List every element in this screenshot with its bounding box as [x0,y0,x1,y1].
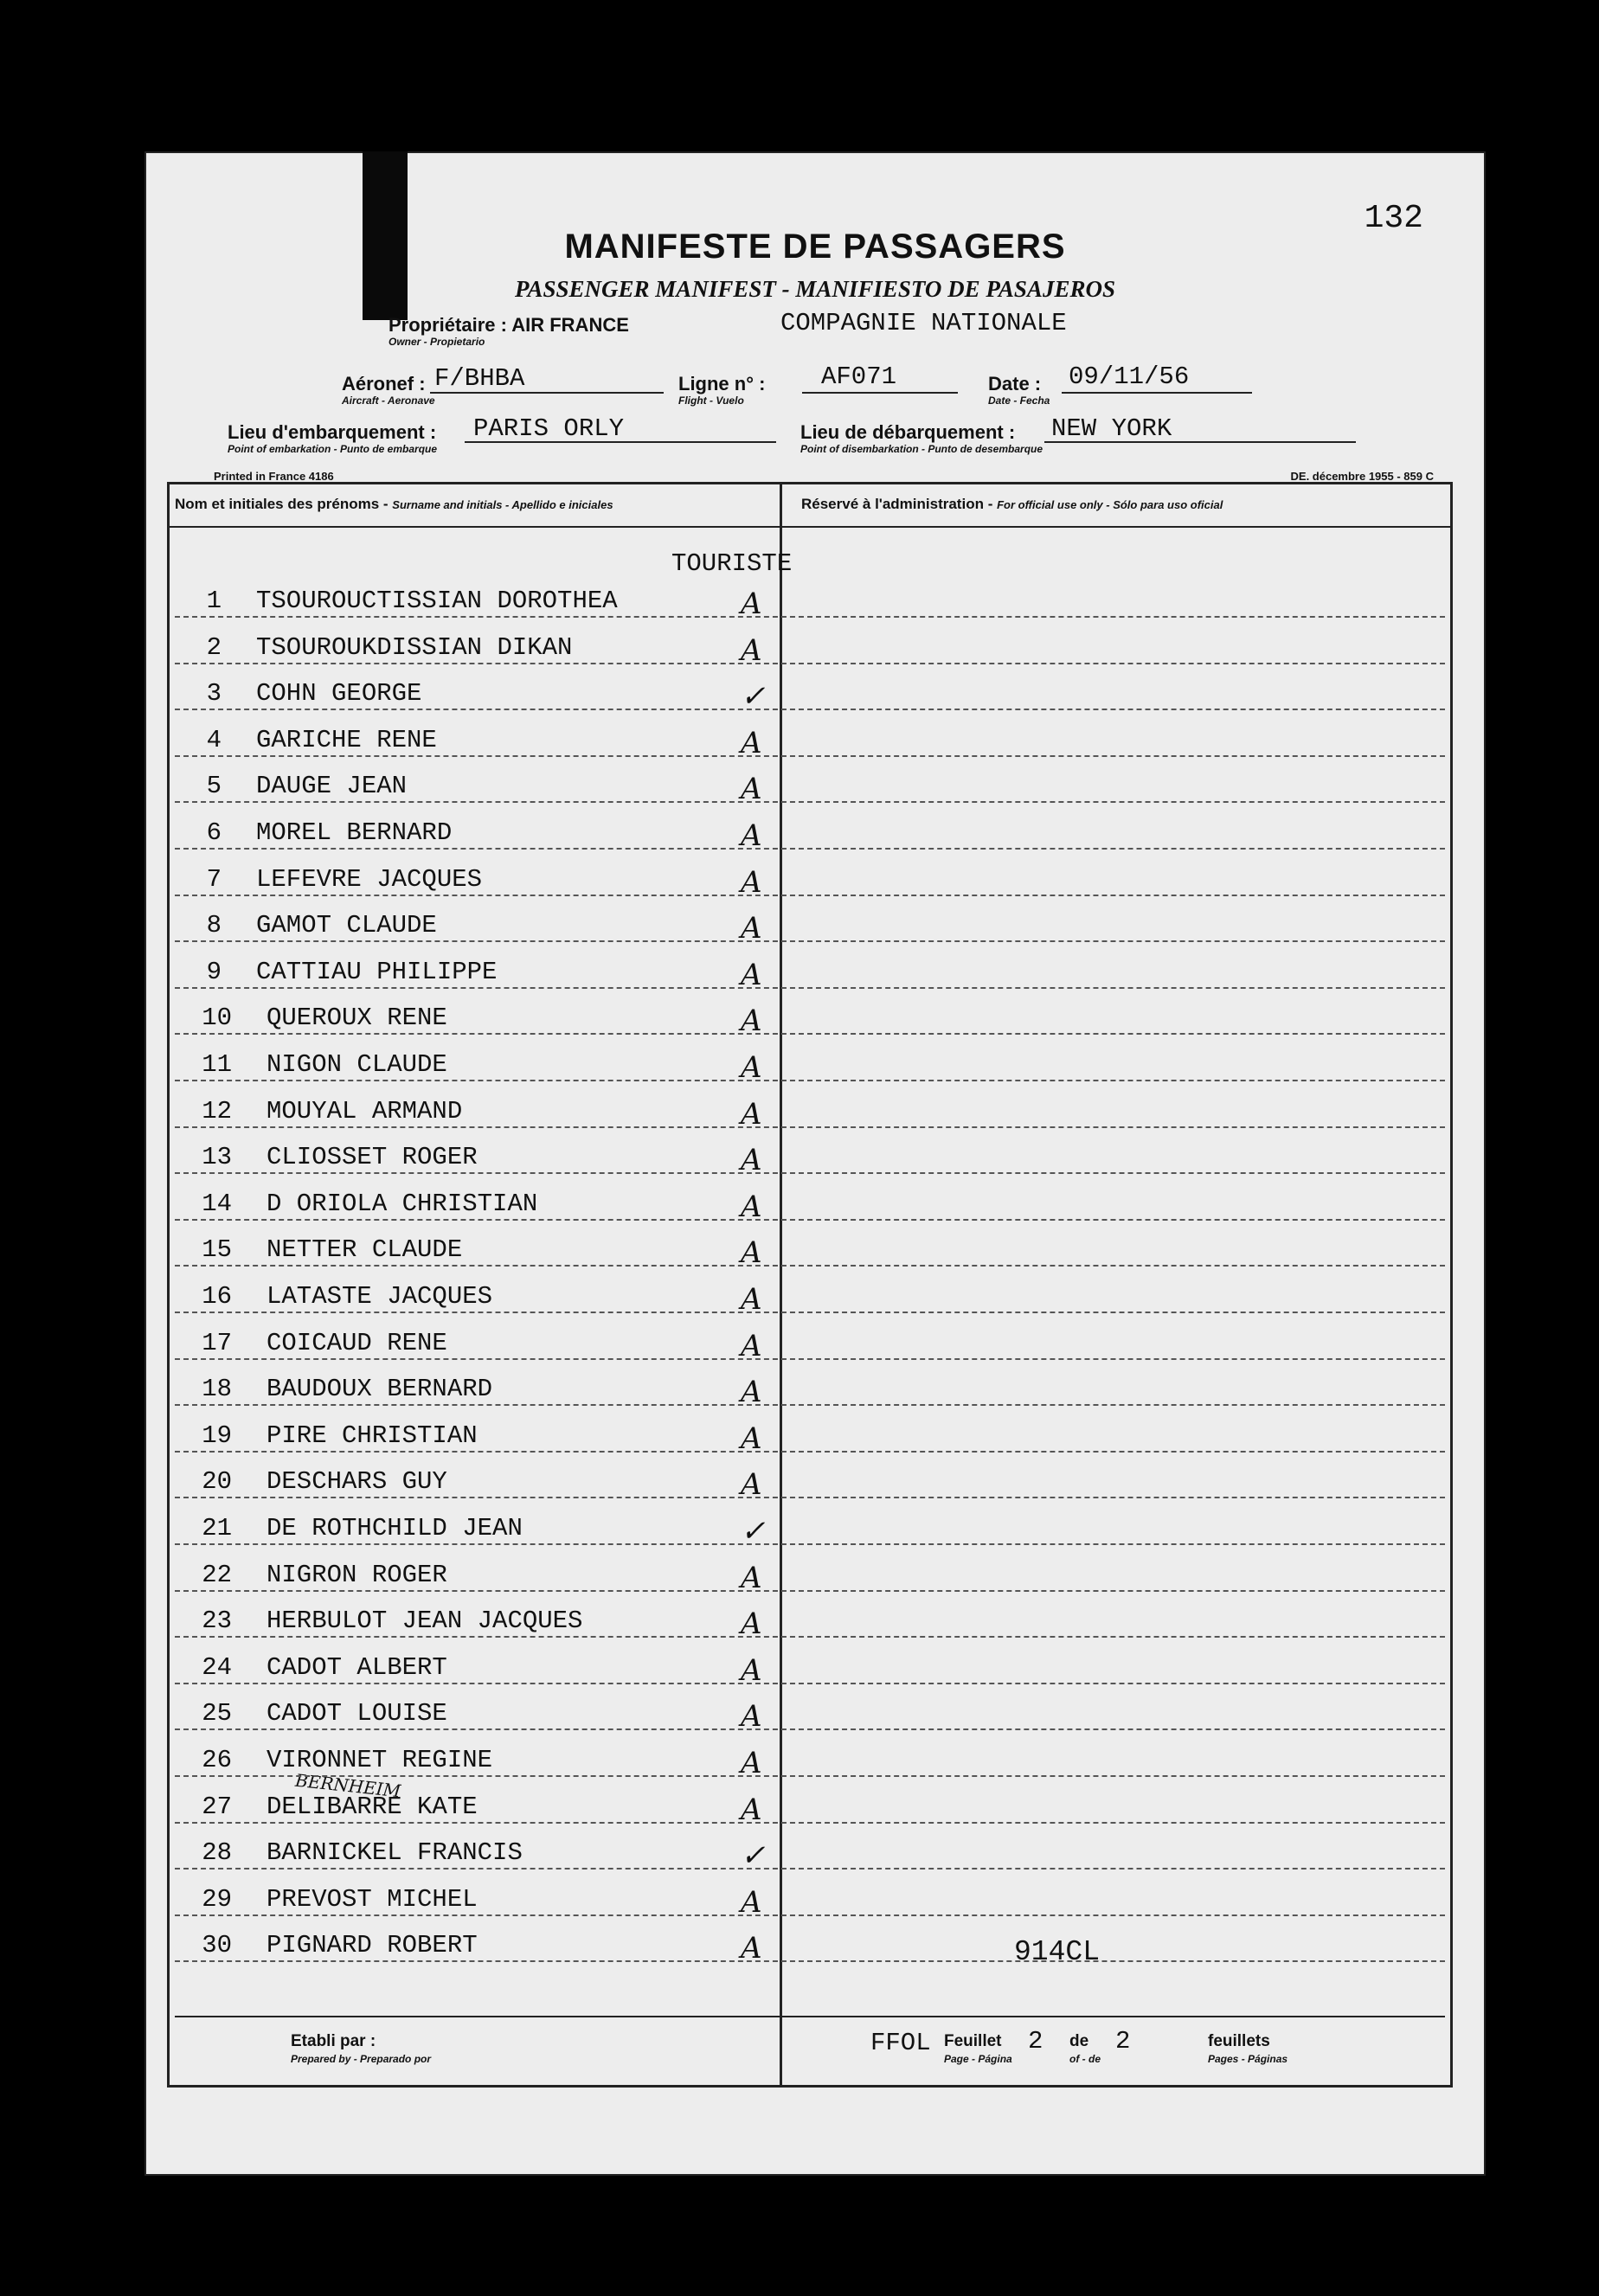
table-row [170,1097,775,1132]
row-number: 11 [202,1050,232,1079]
row-number: 17 [202,1329,232,1357]
sheet-total: 2 [1115,2027,1131,2055]
row-rule [175,1914,1445,1916]
row-number: 16 [202,1282,232,1311]
table-header [170,484,1450,528]
sheet-label: Feuillet [944,2032,1002,2050]
row-number: 9 [206,958,222,986]
passenger-name: MOREL BERNARD [256,818,453,847]
passenger-name: NIGRON ROGER [266,1561,447,1589]
pages-label: feuillets [1208,2032,1270,2050]
disembark-underline [1044,441,1356,443]
passenger-name: NIGON CLAUDE [266,1050,447,1079]
passenger-name: GAMOT CLAUDE [256,911,437,940]
passenger-name: CADOT LOUISE [266,1699,447,1728]
admin-mark: ✓ [741,1838,766,1873]
aircraft-label: Aéronef : [342,373,426,394]
col-admin-header: Réservé à l'administration - For official use only - Sólo para uso oficial [801,496,1223,512]
table-row [170,1282,775,1317]
admin-mark: ✓ [741,679,766,714]
printed-note: Printed in France 4186 [214,470,334,483]
reference-stamp: 914CL [1014,1936,1101,1968]
row-rule [175,1126,1445,1128]
row-rule [175,1172,1445,1174]
table-row [170,1607,775,1641]
sheet-sub: Page - Página [944,2053,1012,2065]
passenger-name: MOUYAL ARMAND [266,1097,463,1126]
admin-mark: A [741,1931,762,1966]
agent-code: FFOL [870,2029,931,2057]
admin-mark: A [741,1282,762,1317]
flight-value: AF071 [821,362,897,391]
table-row [170,1746,775,1780]
row-rule [175,1358,1445,1360]
row-rule [175,1728,1445,1730]
admin-mark: A [741,1143,762,1177]
passenger-name: CLIOSSET ROGER [266,1143,478,1171]
admin-mark: A [741,1190,762,1224]
date-value: 09/11/56 [1069,362,1190,391]
passenger-name: CADOT ALBERT [266,1653,447,1682]
admin-mark: A [741,1467,762,1502]
table-row [170,633,775,668]
table-row [170,1699,775,1734]
row-number: 29 [202,1885,232,1914]
passenger-name: DAUGE JEAN [256,772,408,800]
owner-sub: Owner - Propietario [389,336,485,348]
passenger-name: PREVOST MICHEL [266,1885,478,1914]
row-rule [175,1683,1445,1684]
row-rule [175,616,1445,618]
row-number: 25 [202,1699,232,1728]
row-number: 26 [202,1746,232,1774]
row-rule [175,1265,1445,1267]
disembark-value: NEW YORK [1051,414,1172,443]
pages-sub: Pages - Páginas [1208,2053,1288,2065]
passenger-name: NETTER CLAUDE [266,1235,463,1264]
table-row [170,1190,775,1224]
table-row [170,679,775,714]
row-number: 27 [202,1793,232,1821]
table-row [170,1793,775,1827]
passenger-name: PIGNARD ROBERT [266,1931,478,1959]
table-row [170,818,775,853]
prepared-sub: Prepared by - Preparado por [291,2053,432,2065]
col-name-header: Nom et initiales des prénoms - Surname and initials - Apellido e iniciales [175,496,613,512]
passenger-name: GARICHE RENE [256,726,437,754]
passenger-name: QUEROUX RENE [266,1004,447,1032]
aircraft-value: F/BHBA [434,364,525,393]
passenger-name: TSOUROUCTISSIAN DOROTHEA [256,587,618,615]
admin-mark: A [741,1561,762,1595]
passenger-name: HERBULOT JEAN JACQUES [266,1607,583,1635]
row-number: 6 [206,818,222,847]
passenger-name: BARNICKEL FRANCIS [266,1838,523,1867]
table-row [170,1653,775,1688]
row-number: 15 [202,1235,232,1264]
admin-mark: A [741,911,762,946]
row-rule [175,1033,1445,1035]
row-rule [175,895,1445,896]
form-code: DE. décembre 1955 - 859 C [1290,470,1434,483]
table-row [170,1514,775,1549]
passenger-name: VIRONNET REGINE [266,1746,493,1774]
row-number: 30 [202,1931,232,1959]
admin-mark: A [741,1097,762,1132]
row-rule [175,663,1445,664]
manifest-sheet [144,151,1486,2176]
passenger-name: DE ROTHCHILD JEAN [266,1514,523,1542]
admin-mark: A [741,1699,762,1734]
admin-mark: A [741,1607,762,1641]
row-rule [175,1219,1445,1221]
admin-mark: A [741,818,762,853]
row-number: 12 [202,1097,232,1126]
row-rule [175,848,1445,850]
section-label: TOURISTE [671,549,793,578]
page-subtitle: PASSENGER MANIFEST - MANIFIESTO DE PASAJEROS [515,276,1115,302]
table-row [170,1885,775,1920]
admin-mark: A [741,633,762,668]
passenger-name: LATASTE JACQUES [266,1282,493,1311]
admin-mark: A [741,1653,762,1688]
row-rule [175,1451,1445,1453]
row-number: 7 [206,865,222,894]
admin-mark: ✓ [741,1514,766,1549]
date-sub: Date - Fecha [988,394,1050,407]
table-row [170,726,775,760]
row-number: 23 [202,1607,232,1635]
row-rule [175,755,1445,757]
admin-mark: A [741,1885,762,1920]
sheet-number: 2 [1028,2027,1044,2055]
row-rule [175,709,1445,710]
admin-mark: A [741,1329,762,1363]
table-row [170,1235,775,1270]
table-row [170,958,775,992]
row-number: 18 [202,1375,232,1403]
row-rule [175,1312,1445,1313]
passenger-name: DESCHARS GUY [266,1467,447,1496]
row-rule [175,801,1445,803]
row-number: 20 [202,1467,232,1496]
table-row [170,772,775,806]
row-number: 5 [206,772,222,800]
embark-sub: Point of embarkation - Punto de embarque [228,443,438,455]
table-row [170,1375,775,1409]
row-rule [175,1543,1445,1545]
embark-label: Lieu d'embarquement : [228,421,437,443]
table-row [170,911,775,946]
flight-label: Ligne n° : [678,373,766,394]
row-number: 13 [202,1143,232,1171]
passenger-name: COHN GEORGE [256,679,422,708]
passenger-table [167,482,1453,2088]
table-row [170,1467,775,1502]
row-number: 10 [202,1004,232,1032]
row-rule [175,1497,1445,1498]
date-label: Date : [988,373,1042,394]
aircraft-underline [430,392,664,394]
admin-mark: A [741,587,762,621]
row-number: 28 [202,1838,232,1867]
of-sub: of - de [1069,2053,1101,2065]
flight-underline [802,392,958,394]
table-row [170,1561,775,1595]
prepared-label: Etabli par : [291,2032,376,2050]
row-number: 24 [202,1653,232,1682]
row-number: 8 [206,911,222,940]
row-rule [175,1080,1445,1081]
date-underline [1062,392,1252,394]
passenger-name: BAUDOUX BERNARD [266,1375,493,1403]
row-rule [175,940,1445,942]
disembark-sub: Point of disembarkation - Punto de desembarque [800,443,1044,455]
admin-mark: A [741,726,762,760]
footer-rule [175,2016,1445,2017]
passenger-name: TSOUROUKDISSIAN DIKAN [256,633,573,662]
row-rule [175,1868,1445,1870]
table-row [170,865,775,900]
row-number: 3 [206,679,222,708]
passenger-name: D ORIOLA CHRISTIAN [266,1190,538,1218]
row-number: 4 [206,726,222,754]
flight-sub: Flight - Vuelo [678,394,744,407]
admin-mark: A [741,1793,762,1827]
row-number: 14 [202,1190,232,1218]
row-rule [175,1590,1445,1592]
row-number: 2 [206,633,222,662]
admin-mark: A [741,1746,762,1780]
admin-mark: A [741,1375,762,1409]
table-row [170,1421,775,1456]
page-title: MANIFESTE DE PASSAGERS [564,228,1066,266]
table-row [170,1143,775,1177]
admin-mark: A [741,1235,762,1270]
handwritten-annotation: BERNHEIM [294,1769,402,1802]
row-number: 1 [206,587,222,615]
passenger-name: LEFEVRE JACQUES [256,865,483,894]
passenger-name: DELIBARRE KATE [266,1793,478,1821]
page-number: 132 [1364,200,1423,237]
row-rule [175,1404,1445,1406]
passenger-name: COICAUD RENE [266,1329,447,1357]
table-row [170,1329,775,1363]
passenger-name: CATTIAU PHILIPPE [256,958,498,986]
owner-value: COMPAGNIE NATIONALE [780,309,1067,337]
table-row [170,587,775,621]
admin-mark: A [741,772,762,806]
row-number: 21 [202,1514,232,1542]
passenger-name: PIRE CHRISTIAN [266,1421,478,1450]
table-row [170,1004,775,1038]
admin-mark: A [741,865,762,900]
admin-mark: A [741,1421,762,1456]
column-divider [780,484,782,2085]
aircraft-sub: Aircraft - Aeronave [342,394,435,407]
embark-value: PARIS ORLY [473,414,625,443]
admin-mark: A [741,1050,762,1085]
table-row [170,1050,775,1085]
of-label: de [1069,2032,1089,2050]
row-rule [175,1775,1445,1777]
row-rule [175,1636,1445,1638]
row-rule [175,1960,1445,1962]
table-row [170,1838,775,1873]
row-rule [175,1822,1445,1824]
disembark-label: Lieu de débarquement : [800,421,1016,443]
admin-mark: A [741,958,762,992]
admin-mark: A [741,1004,762,1038]
owner-label: Propriétaire : AIR FRANCE [389,314,629,336]
table-row [170,1931,775,1966]
row-number: 22 [202,1561,232,1589]
table-footer [170,2020,1450,2085]
embark-underline [465,441,776,443]
row-number: 19 [202,1421,232,1450]
row-rule [175,987,1445,989]
